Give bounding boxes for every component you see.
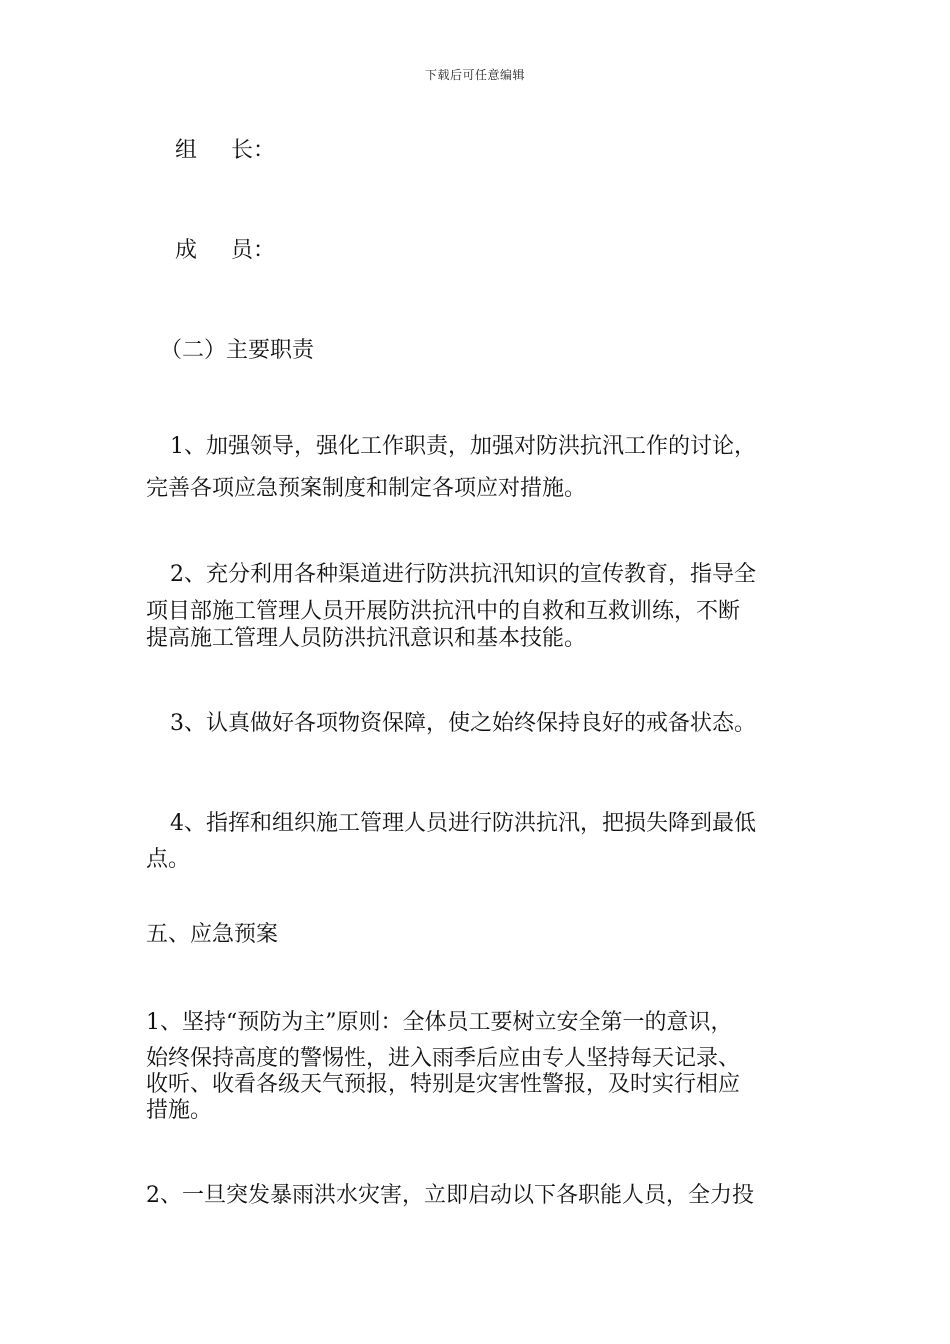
paragraph-line: 点。 [146,847,191,872]
member-label [175,236,275,265]
member-label-part2: 员： [231,238,276,263]
leader-label-part1: 组 [175,138,198,163]
paragraph-line: 4、指挥和组织施工管理人员进行防洪抗汛，把损失降到最低 [170,811,756,836]
paragraph-line: 提高施工管理人员防洪抗汛意识和基本技能。 [146,626,587,651]
paragraph-line: 2、一旦突发暴雨洪水灾害，立即启动以下各职能人员，全力投 [146,1183,754,1208]
member-label-part1: 成 [175,238,198,263]
paragraph-line: 收听、收看各级天气预报，特别是灾害性警报，及时实行相应 [146,1072,741,1097]
paragraph-line: 1、坚持“预防为主”原则：全体员工要树立安全第一的意识， [146,1010,733,1035]
section-heading-duties: （二）主要职责 [160,338,315,363]
paragraph-line: 2、充分利用各种渠道进行防洪抗汛知识的宣传教育，指导全 [170,562,756,587]
paragraph-line: 始终保持高度的警惕性，进入雨季后应由专人坚持每天记录、 [146,1046,741,1071]
section-heading-emergency-plan: 五、应急预案 [146,922,279,947]
leader-label-part2: 长： [231,138,276,163]
leader-label [175,136,275,165]
paragraph-line: 1、加强领导，强化工作职责，加强对防洪抗汛工作的讨论， [170,434,756,459]
paragraph-line: 3、认真做好各项物资保障，使之始终保持良好的戒备状态。 [170,711,756,736]
page-header-note: 下载后可任意编辑 [424,68,525,82]
paragraph-line: 完善各项应急预案制度和制定各项应对措施。 [146,476,587,501]
paragraph-line: 项目部施工管理人员开展防洪抗汛中的自救和互救训练，不断 [146,599,741,624]
paragraph-line: 措施。 [146,1098,213,1123]
